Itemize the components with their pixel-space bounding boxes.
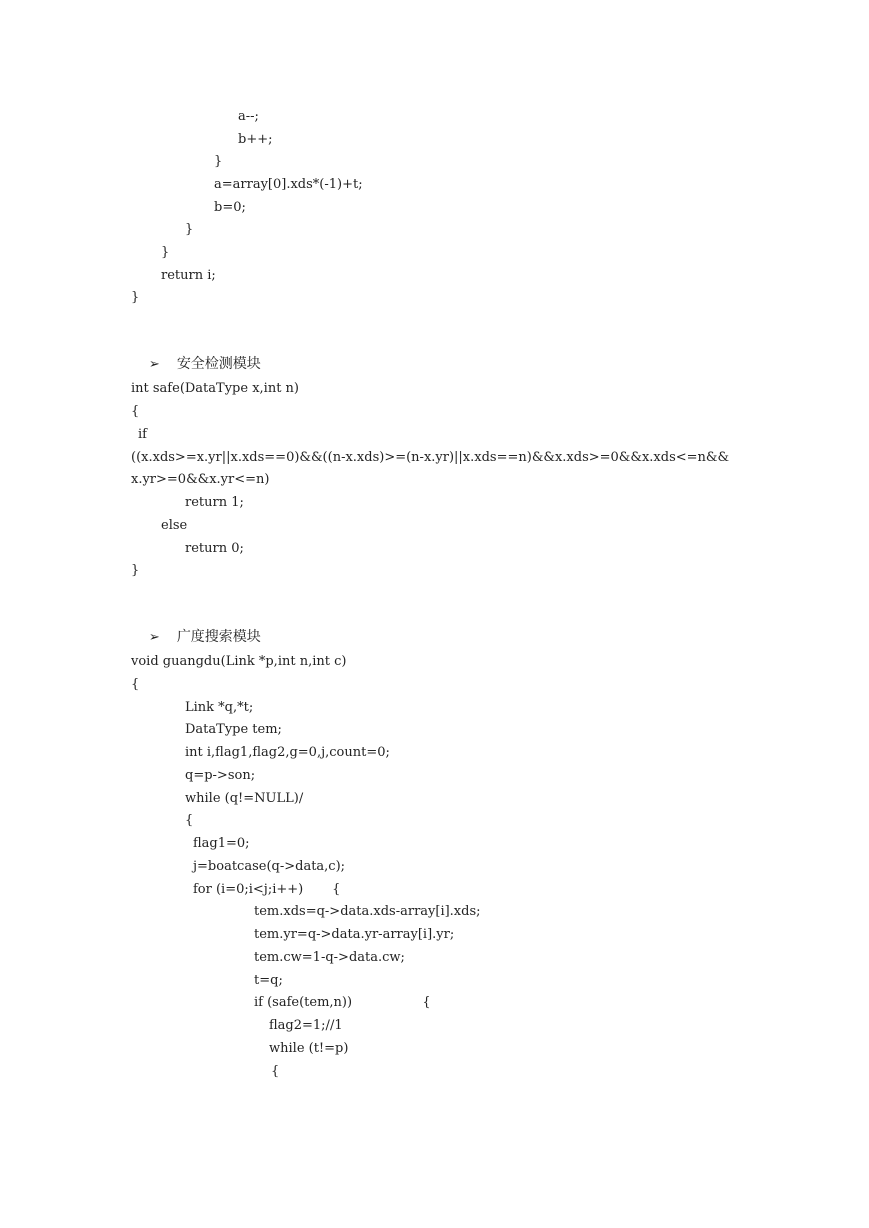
code-line: { [185,813,194,828]
code-line: { [131,677,140,692]
section-title: 广度搜索模块 [176,629,261,645]
code-line: a=array[0].xds*(-1)+t; [214,177,363,192]
section-title: 安全检测模块 [176,356,261,372]
code-line: while (t!=p) [269,1041,349,1056]
code-line: flag1=0; [193,836,250,851]
code-line: for (i=0;i<j;i++) { [193,882,341,897]
code-line: tem.yr=q->data.yr-array[i].yr; [254,927,455,942]
code-line: tem.xds=q->data.xds-array[i].xds; [254,904,481,919]
code-line: flag2=1;//1 [269,1018,343,1033]
code-line: Link *q,*t; [185,700,254,715]
code-line: if (safe(tem,n)) { [254,995,431,1010]
code-line: b++; [238,132,273,147]
code-line: j=boatcase(q->data,c); [193,859,346,874]
code-line: void guangdu(Link *p,int n,int c) [131,654,347,669]
code-line: int safe(DataType x,int n) [131,381,299,396]
code-line: if [138,427,147,442]
code-line: ((x.xds>=x.yr||x.xds==0)&&((n-x.xds)>=(n-x.yr)||x.xds==n)&&x.xds>=0&&x.xds<=n&& [131,450,730,465]
code-line: q=p->son; [185,768,256,783]
code-line: { [131,404,140,419]
code-line: x.yr>=0&&x.yr<=n) [131,472,270,487]
code-line: else [161,518,188,533]
code-line: DataType tem; [185,722,282,737]
code-line: return i; [161,268,216,283]
code-line: tem.cw=1-q->data.cw; [254,950,405,965]
code-line: return 0; [185,541,244,556]
code-line: while (q!=NULL)/ [185,791,304,806]
code-line: } [185,222,194,237]
code-line: } [131,563,140,578]
arrow-bullet-icon: ➢ [148,630,160,645]
code-line: { [271,1064,280,1079]
arrow-bullet-icon: ➢ [148,357,160,372]
code-line: t=q; [254,973,283,988]
code-line: } [161,245,170,260]
code-line: a--; [238,109,259,124]
code-line: b=0; [214,200,246,215]
code-line: return 1; [185,495,244,510]
code-line: } [214,154,223,169]
code-line: } [131,290,140,305]
code-line: int i,flag1,flag2,g=0,j,count=0; [185,745,390,760]
